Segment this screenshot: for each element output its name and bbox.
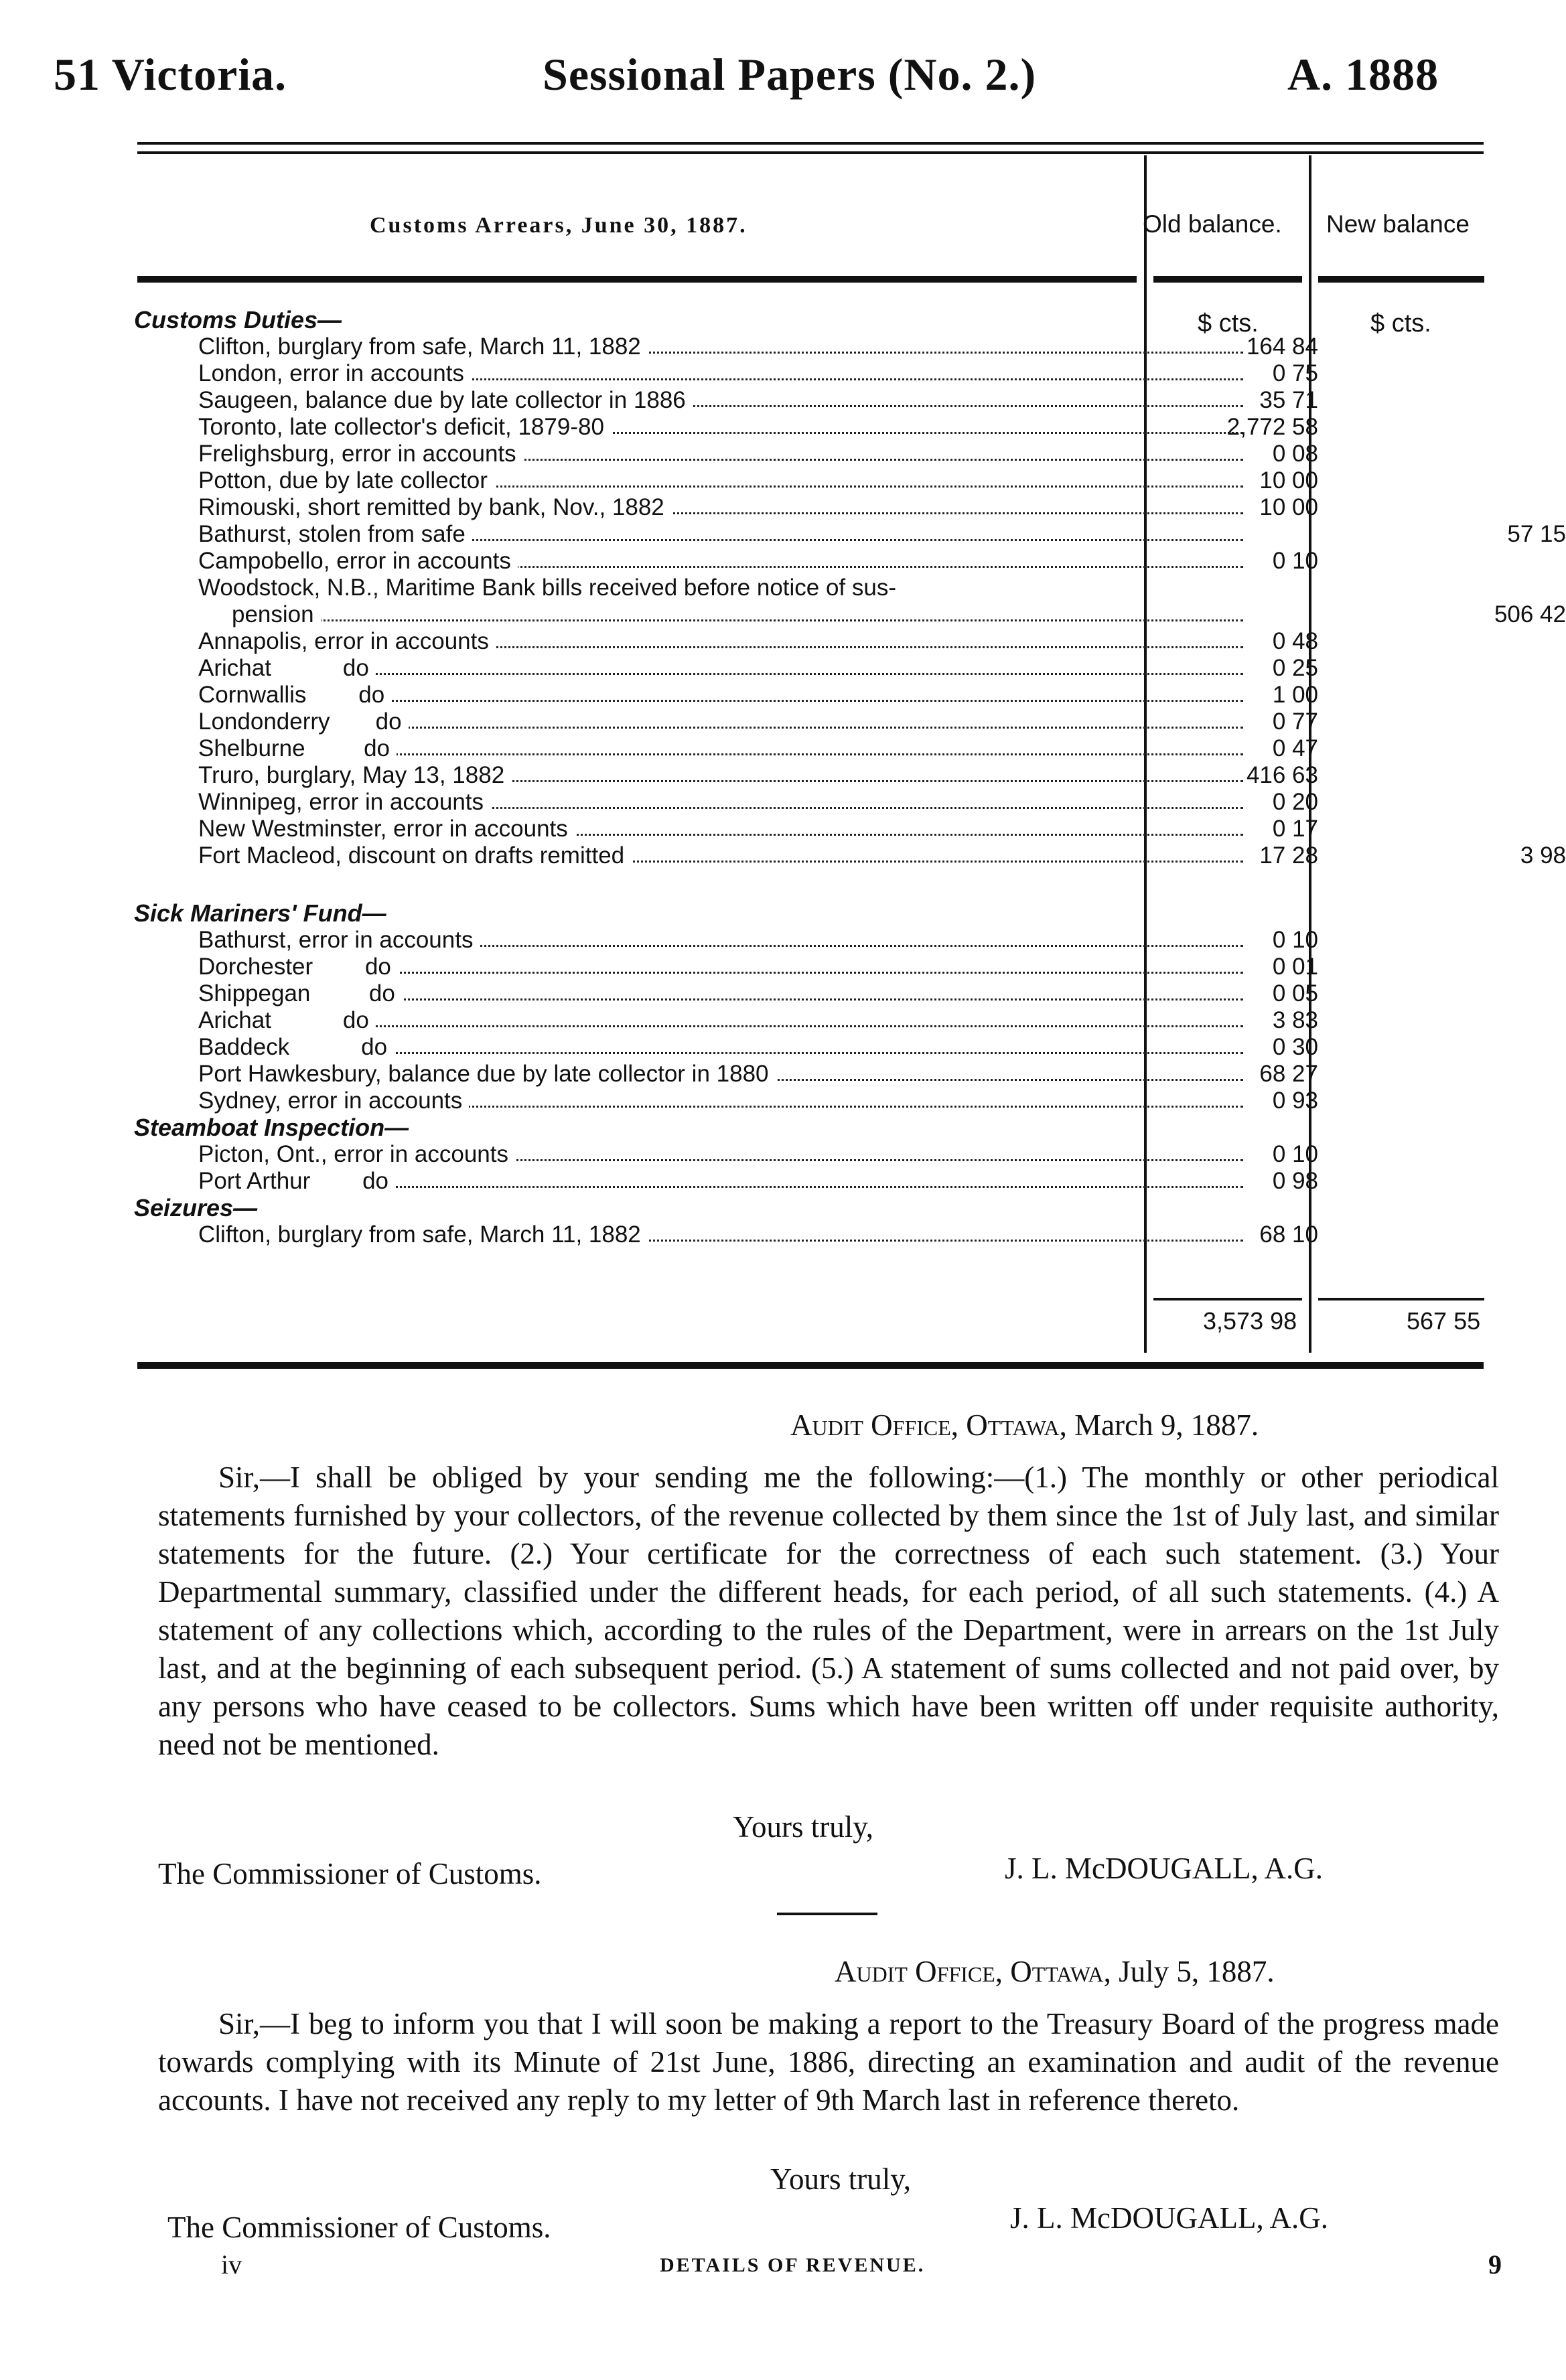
row-label — [198, 954, 1243, 980]
table-row — [134, 1168, 1474, 1195]
letter1-signature: J. L. McDOUGALL, A.G. — [1005, 1852, 1323, 1885]
column-header-old: Old balance. — [1143, 210, 1282, 238]
row-label — [198, 1061, 1243, 1088]
new-balance-cell: 506 42 — [1494, 601, 1566, 627]
row-label — [198, 927, 1243, 954]
table-row — [134, 521, 1566, 548]
letter-separator — [777, 1913, 877, 1915]
row-label — [198, 1007, 1243, 1034]
table-row — [134, 954, 1474, 980]
old-balance-cell: 0 47 — [1272, 735, 1318, 761]
header-rule-old — [1153, 276, 1302, 283]
row-label — [198, 1034, 1243, 1061]
table-row — [134, 333, 1474, 360]
row-label-text: Port Hawkesbury, balance due by late collector in 1880 — [198, 1061, 776, 1087]
row-label — [198, 628, 1243, 655]
row-label — [198, 655, 1243, 682]
row-label-text: Truro, burglary, May 13, 1882 — [198, 762, 511, 788]
table-row — [134, 548, 1474, 575]
footer-title: DETAILS OF REVENUE. — [660, 2254, 926, 2276]
total-new: 567 55 — [1407, 1307, 1481, 1335]
row-label — [198, 333, 1243, 360]
old-balance-cell: 2,772 58 — [1226, 414, 1318, 440]
row-label — [198, 816, 1243, 842]
row-label — [198, 387, 1243, 414]
row-label — [198, 548, 1243, 575]
old-balance-cell: 0 75 — [1272, 360, 1318, 386]
old-balance-cell: 1 00 — [1272, 682, 1318, 708]
table-row — [134, 762, 1474, 789]
total-old: 3,573 98 — [1203, 1307, 1297, 1335]
category-heading: Customs Duties— — [134, 306, 342, 333]
row-label-text: Arichat do — [198, 655, 376, 681]
row-label — [198, 360, 1243, 387]
table-row — [134, 735, 1474, 762]
row-label-text: Saugeen, balance due by late collector in 1886 — [198, 387, 693, 413]
table-row — [134, 1034, 1474, 1061]
row-label-text: Arichat do — [198, 1007, 376, 1033]
page-number: 9 — [1488, 2249, 1502, 2280]
row-label-text: Bathurst, stolen from safe — [198, 521, 472, 547]
row-label-text: Shelburne do — [198, 735, 397, 761]
row-label-text: London, error in accounts — [198, 360, 471, 386]
letter1-dateline-place: Audit Office, Ottawa, — [790, 1408, 1067, 1442]
letter2-dateline-date: July 5, 1887. — [1119, 1955, 1275, 1988]
letter2-signature: J. L. McDOUGALL, A.G. — [1010, 2201, 1328, 2235]
old-balance-cell: 0 93 — [1272, 1088, 1318, 1114]
table-category-row — [134, 307, 1474, 333]
row-label — [198, 735, 1243, 762]
table-row — [134, 1088, 1474, 1114]
leader-dots — [198, 619, 1243, 621]
row-label-text: Cornwallis do — [198, 682, 391, 708]
old-balance-cell: 10 00 — [1259, 494, 1318, 520]
arrears-table — [134, 306, 1566, 1248]
table-row — [134, 494, 1474, 521]
letter1-addressee: The Commissioner of Customs. — [158, 1857, 542, 1890]
category-heading: Steamboat Inspection— — [134, 1114, 409, 1141]
old-balance-cell: 68 10 — [1259, 1221, 1318, 1248]
category-heading: Sick Mariners' Fund— — [134, 899, 386, 927]
table-row — [134, 628, 1474, 655]
row-label-continuation: pension — [198, 601, 321, 627]
old-balance-cell: 0 10 — [1272, 927, 1318, 953]
row-label — [198, 980, 1243, 1007]
table-row — [134, 816, 1474, 842]
old-balance-cell: 0 77 — [1272, 709, 1318, 735]
old-balance-cell: 0 10 — [1272, 1141, 1318, 1167]
row-label-text: Bathurst, error in accounts — [198, 927, 480, 953]
row-label-text: Picton, Ont., error in accounts — [198, 1141, 515, 1167]
old-balance-cell: 0 20 — [1272, 789, 1318, 815]
row-label-text: Winnipeg, error in accounts — [198, 789, 490, 815]
old-balance-cell: 0 01 — [1272, 954, 1318, 980]
top-rule-1 — [137, 142, 1484, 145]
letter1-closing: Yours truly, — [733, 1810, 874, 1844]
table-row — [134, 927, 1474, 954]
new-balance-cell: 3 98 — [1520, 842, 1566, 869]
old-balance-cell: 0 25 — [1272, 655, 1318, 681]
row-label-text: Port Arthur do — [198, 1168, 395, 1194]
row-label-text: Clifton, burglary from safe, March 11, 1882 — [198, 1221, 648, 1248]
table-row — [134, 980, 1474, 1007]
old-balance-cell: 10 00 — [1259, 467, 1318, 494]
table-row — [134, 414, 1474, 441]
row-label — [198, 709, 1243, 735]
row-label — [198, 789, 1243, 816]
row-label — [198, 467, 1243, 494]
table-category-row — [134, 1195, 1474, 1221]
row-label — [198, 441, 1243, 467]
table-category-row — [134, 900, 1474, 927]
header-year: A. 1888 — [1287, 49, 1439, 100]
old-balance-cell: 35 71 — [1259, 387, 1318, 413]
row-label-text: Woodstock, N.B., Maritime Bank bills received before notice of sus- — [198, 575, 903, 601]
table-spacer — [134, 869, 1474, 900]
row-label-text: Rimouski, short remitted by bank, Nov., 1882 — [198, 494, 671, 520]
letter2-dateline-place: Audit Office, Ottawa, — [835, 1955, 1111, 1988]
row-label-text: Toronto, late collector's deficit, 1879-80 — [198, 414, 611, 440]
row-label — [198, 1168, 1243, 1195]
old-balance-cell: 68 27 — [1259, 1061, 1318, 1087]
letter2-dateline — [835, 1954, 1275, 1989]
new-balance-cell: 57 15 — [1507, 521, 1566, 547]
table-row — [134, 575, 1566, 628]
table-row — [134, 360, 1474, 387]
table-row — [134, 709, 1474, 735]
row-label — [198, 414, 1243, 441]
old-balance-cell: 0 08 — [1272, 441, 1318, 467]
row-label-text: Baddeck do — [198, 1034, 394, 1060]
footer-roman: iv — [221, 2249, 242, 2280]
total-rule-new — [1318, 1298, 1484, 1300]
letter2-addressee: The Commissioner of Customs. — [167, 2211, 551, 2244]
row-label-text: Dorchester do — [198, 954, 398, 980]
letter1-body: Sir,—I shall be obliged by your sending me the following:—(1.) The monthly or other periodical statements furnished by your collectors, of the revenue collected by them since the 1st of July last, and similar statements for the future. (2.) Your certificate for the correctness of each such statement. (3.) Your Departmental summary, classified under the different heads, for each period, of all such statements. (4.) A statement of any collections which, according to the rules of the Department, were in arrears on the 1st July last, and at the beginning of each subsequent period. (5.) A statement of sums collected and not paid over, by any persons who have ceased to be collectors. Sums which have been written off under requisite authority, need not be mentioned. — [158, 1461, 1499, 1761]
old-balance-cell: 416 63 — [1246, 762, 1318, 788]
row-label-text: Shippegan do — [198, 980, 402, 1007]
column-header-new: New balance — [1326, 210, 1470, 238]
header-volume: 51 Victoria. — [54, 49, 287, 100]
letter1-dateline-date: March 9, 1887. — [1074, 1408, 1259, 1442]
row-label — [198, 521, 1243, 548]
row-label — [198, 1141, 1243, 1168]
table-title: Customs Arrears, June 30, 1887. — [370, 213, 748, 238]
row-label-text: Clifton, burglary from safe, March 11, 1882 — [198, 333, 648, 360]
old-balance-cell: 164 84 — [1246, 333, 1318, 360]
row-label-text: Campobello, error in accounts — [198, 548, 518, 574]
row-label — [198, 762, 1243, 789]
old-balance-cell: 0 17 — [1272, 816, 1318, 842]
header-title: Sessional Papers (No. 2.) — [543, 49, 1037, 100]
old-balance-cell: 0 30 — [1272, 1034, 1318, 1060]
table-row — [134, 441, 1474, 467]
table-bottom-rule — [137, 1362, 1484, 1369]
table-category-row — [134, 1114, 1474, 1141]
old-balance-cell: 0 05 — [1272, 980, 1318, 1007]
row-label — [198, 1221, 1243, 1248]
header-rule-left — [137, 276, 1137, 283]
total-rule-old — [1153, 1298, 1302, 1300]
old-balance-cell: 0 48 — [1272, 628, 1318, 654]
top-rule-2 — [137, 151, 1484, 154]
header-rule-new — [1318, 276, 1484, 283]
row-label-text: Frelighsburg, error in accounts — [198, 441, 523, 467]
row-label-text: Annapolis, error in accounts — [198, 628, 496, 654]
units-new: $ cts. — [1370, 309, 1431, 338]
letter1-dateline — [790, 1408, 1259, 1442]
table-row — [134, 387, 1474, 414]
row-label — [198, 1088, 1243, 1114]
old-balance-cell: 3 83 — [1272, 1007, 1318, 1033]
row-label-text: Sydney, error in accounts — [198, 1088, 469, 1114]
table-row — [134, 1007, 1474, 1034]
table-row — [134, 1141, 1474, 1168]
old-balance-cell: 17 28 — [1259, 842, 1318, 869]
units-old: $ cts. — [1198, 309, 1259, 338]
table-row — [134, 789, 1474, 816]
row-label — [198, 494, 1243, 521]
old-balance-cell: 0 98 — [1272, 1168, 1318, 1194]
letter2-closing: Yours truly, — [770, 2162, 912, 2196]
row-label — [198, 682, 1243, 709]
row-label-text: Fort Macleod, discount on drafts remitted — [198, 842, 631, 869]
row-label — [198, 575, 1243, 628]
row-label-text: New Westminster, error in accounts — [198, 816, 575, 842]
table-row — [134, 682, 1474, 709]
old-balance-cell: 0 10 — [1272, 548, 1318, 574]
table-row — [134, 842, 1566, 869]
table-row — [134, 1061, 1474, 1088]
row-label-text: Potton, due by late collector — [198, 467, 494, 494]
row-label — [198, 842, 1243, 869]
row-label-text: Londonderry do — [198, 709, 409, 735]
table-row — [134, 467, 1474, 494]
letter2-body: Sir,—I beg to inform you that I will soon be making a report to the Treasury Board of the progress made towards complying with its Minute of 21st June, 1886, directing an examination and audit of the revenue accounts. I have not received any reply to my letter of 9th March last in reference thereto. — [158, 2007, 1499, 2117]
table-row — [134, 655, 1474, 682]
category-heading: Seizures— — [134, 1194, 258, 1221]
table-row — [134, 1221, 1474, 1248]
